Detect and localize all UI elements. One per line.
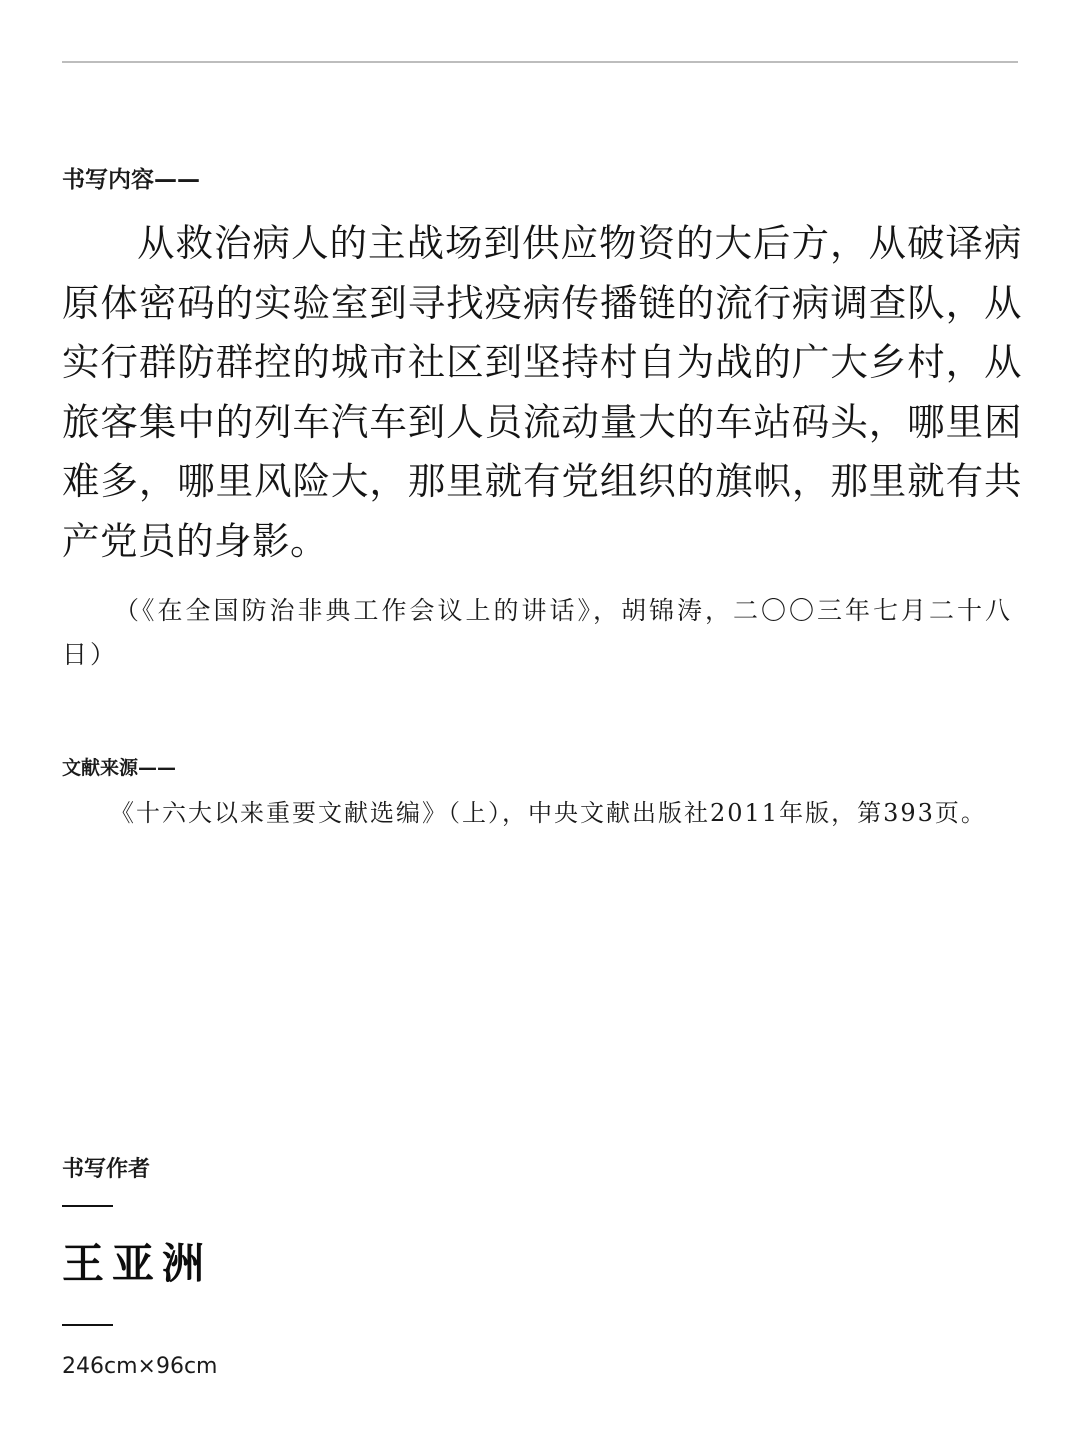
author-divider-top [62, 1205, 113, 1207]
calligraphy-content-text: 从救治病人的主战场到供应物资的大后方，从破译病原体密码的实验室到寻找疫病传播链的流行病调查队，从实行群防群控的城市社区到坚持村自为战的广大乡村，从旅客集中的列车汽车到人员流动量大的车站码头，哪里困难多，哪里风险大，那里就有党组织的旗帜，那里就有共产党员的身影。 [62, 221, 1022, 563]
author-section-label: 书写作者 [62, 1157, 151, 1182]
top-divider [62, 61, 1018, 63]
author-name: 王亚洲 [62, 1239, 213, 1288]
content-citation: （《在全国防治非典工作会议上的讲话》，胡锦涛，二〇〇三年七月二十八日） [62, 596, 1014, 669]
source-reference-text: 《十六大以来重要文献选编》（上），中央文献出版社2011年版，第393页。 [110, 799, 987, 827]
author-divider-bottom [62, 1324, 113, 1326]
artwork-dimensions: 246cm×96cm [62, 1354, 218, 1379]
source-section-label: 文献来源—— [62, 757, 177, 779]
content-section-label: 书写内容—— [62, 167, 200, 193]
